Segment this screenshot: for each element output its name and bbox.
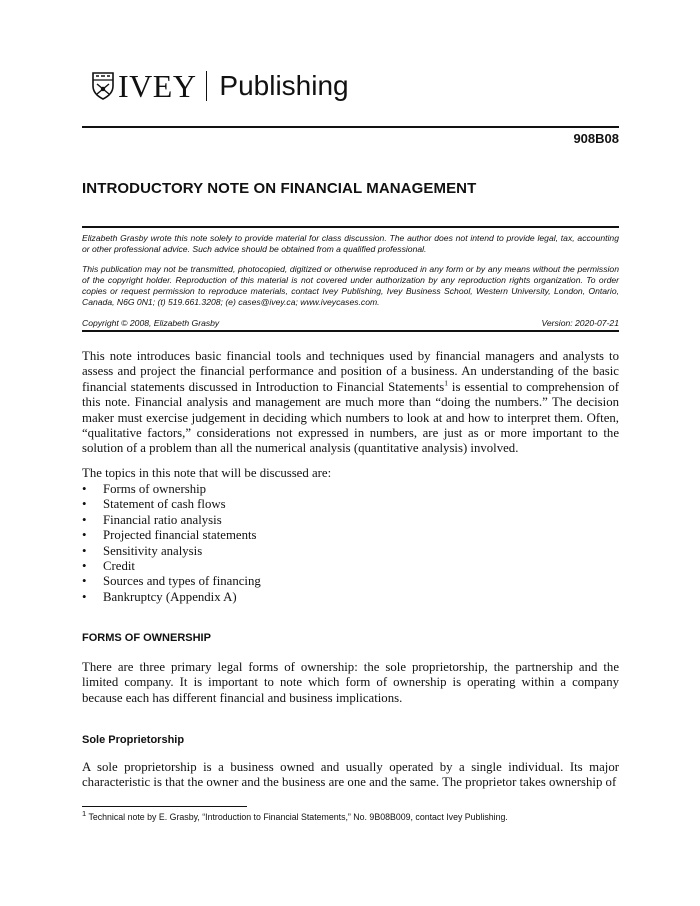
copyright-row bbox=[82, 318, 619, 329]
list-item: • Forms of ownership bbox=[82, 482, 207, 496]
footnote-mark: 1 bbox=[82, 809, 87, 819]
bullet-icon: • bbox=[82, 482, 87, 496]
logo-brand-text: IVEY bbox=[118, 68, 197, 104]
bullet-icon: • bbox=[82, 574, 87, 589]
bullet-icon: • bbox=[82, 528, 87, 543]
bullet-icon: • bbox=[82, 559, 87, 574]
intro-text-b: is essential to comprehension of this note. Financial analysis and management are much more than “doing the numbers.” The decision maker must exercise judgement in deciding which numbers to look at and how to interpret them. Often, “qualitative factors,” considerations not expressed in numbers, are just as or more important to the solution of a problem than all the numerical analysis (quantitative analysis) involved. bbox=[82, 379, 620, 456]
sole-paragraph: A sole proprietorship is a business owned and usually operated by a single individual. Its major characteristic is that the owner and the business are one and the same. The proprietor takes ownership of bbox=[82, 760, 619, 790]
bullet-icon: • bbox=[82, 512, 87, 527]
top-rule bbox=[82, 126, 619, 128]
ivey-publishing-logo bbox=[92, 66, 349, 106]
disclaimer-top-rule bbox=[82, 226, 619, 228]
disclaimer-permissions: This publication may not be transmitted, photocopied, digitized or otherwise reproduced in any form or by any means without the permission of the copyright holder. Reproduction of this material is not covered under authorization by any reproduction rights organization. To order copies or request permission to reproduce materials, contact Ivey Publishing, Ivey Business School, Western University, London, Ontario, Canada, N6G 0N1; (t) 519.661.3208; (e) cases@ivey.ca; www.iveycases.com. bbox=[82, 264, 619, 307]
section-heading-forms: FORMS OF OWNERSHIP bbox=[82, 632, 211, 644]
list-item: • Projected financial statements bbox=[82, 528, 257, 543]
disclaimer-bottom-rule bbox=[82, 330, 619, 332]
document-code: 908B08 bbox=[573, 131, 619, 146]
list-item: • Sensitivity analysis bbox=[82, 543, 203, 558]
list-item: • Bankruptcy (Appendix A) bbox=[82, 589, 237, 604]
footnote-text: Technical note by E. Grasby, “Introduction to Financial Statements,” No. 9B08B009, contact Ivey Publishing. bbox=[86, 812, 508, 822]
topics-intro: The topics in this note that will be discussed are: bbox=[82, 466, 332, 480]
footnote bbox=[82, 809, 508, 823]
topics-list bbox=[82, 482, 261, 605]
section-heading-sole: Sole Proprietorship bbox=[82, 734, 185, 746]
list-item: • Credit bbox=[82, 559, 135, 574]
bullet-icon: • bbox=[82, 589, 87, 604]
intro-paragraph bbox=[82, 349, 619, 457]
document-title: INTRODUCTORY NOTE ON FINANCIAL MANAGEMENT bbox=[82, 180, 477, 197]
footnote-ref: 1 bbox=[444, 378, 448, 388]
logo-publishing-text: Publishing bbox=[219, 70, 349, 101]
bullet-icon: • bbox=[82, 543, 87, 558]
forms-paragraph: There are three primary legal forms of ownership: the sole proprietorship, the partnership and the limited company. It is important to note which form of ownership is operating within a company because each has different financial and business implications. bbox=[82, 660, 619, 705]
list-item: • Statement of cash flows bbox=[82, 497, 226, 512]
footnote-rule bbox=[82, 806, 247, 807]
list-item: • Sources and types of financing bbox=[82, 574, 261, 589]
intro-text-a: This note introduces basic financial tools and techniques used by financial managers and analysts to assess and project the financial performance and position of a business. An understanding of the basic financial statements discussed in Introduction to Financial Statements bbox=[82, 349, 619, 394]
list-item: • Financial ratio analysis bbox=[82, 512, 222, 527]
crest-icon bbox=[92, 72, 114, 100]
logo-divider bbox=[206, 71, 207, 101]
bullet-icon: • bbox=[82, 497, 87, 512]
copyright-text: Copyright © 2008, Elizabeth Grasby bbox=[82, 318, 220, 328]
version-text: Version: 2020-07-21 bbox=[541, 318, 619, 328]
disclaimer-author: Elizabeth Grasby wrote this note solely to provide material for class discussion. The author does not intend to provide legal, tax, accounting or other professional advice. Such advice should be obtained from a qualified professional. bbox=[82, 233, 619, 254]
